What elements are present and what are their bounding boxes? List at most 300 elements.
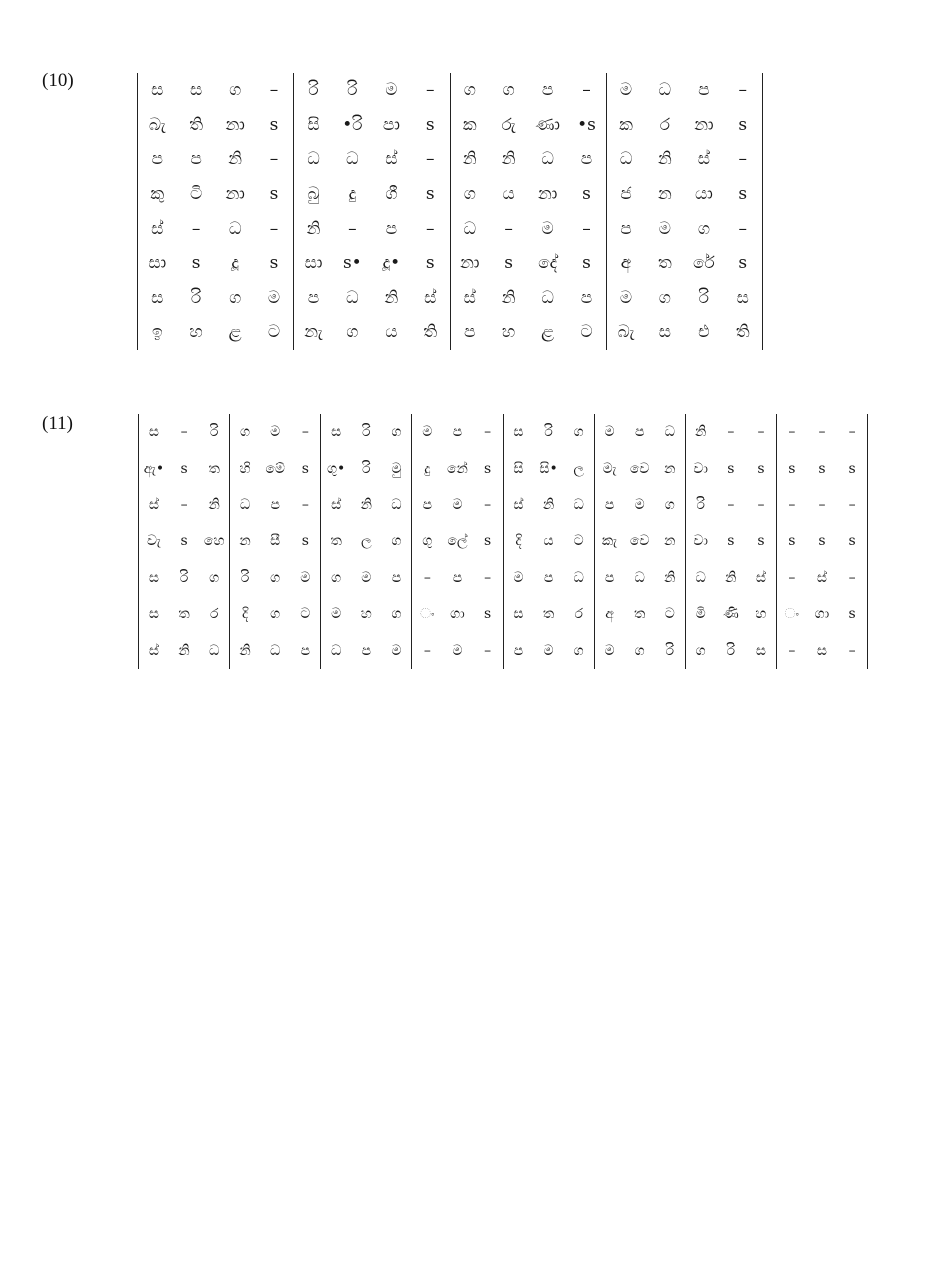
notation-cell: ස් [816, 569, 827, 586]
notation-cell: දු [412, 450, 442, 486]
notation-cell: ස [503, 596, 533, 632]
notation-cell: s [727, 533, 735, 550]
notation-cell: – [484, 496, 492, 513]
notation-cell: නා [450, 246, 489, 281]
notation-cell: ධ [685, 560, 715, 596]
notation-cell: ස් [138, 211, 177, 246]
notation-cell: දු [348, 184, 357, 205]
notation-cell: s [483, 460, 492, 477]
notation-cell: ත [208, 460, 220, 477]
notation-row [139, 523, 868, 559]
notation-cell: ස් [139, 487, 169, 523]
notation-cell: ප [450, 315, 489, 350]
notation-cell: නි [294, 211, 333, 246]
notation-cell: ජ [606, 177, 645, 212]
notation-cell: ග [229, 287, 242, 308]
notation-cell: ධ [391, 496, 402, 513]
notation-cell: නි [725, 569, 737, 586]
notation-cell: බු [294, 177, 333, 212]
notation-row [138, 142, 763, 177]
notation-cell: s [776, 523, 806, 559]
notation-cell: ධ [634, 569, 645, 586]
notation-cell: s [723, 246, 762, 281]
notation-cell: රි [347, 80, 358, 101]
notation-cell: සා [294, 246, 333, 281]
notation-cell: ග [270, 569, 281, 586]
notation-cell: දූ• [382, 253, 401, 274]
notation-cell: න [664, 460, 676, 477]
notation-cell: ස [503, 414, 533, 450]
notation-cell: කු [138, 177, 177, 212]
notation-cell: ධ [346, 149, 359, 170]
notation-cell: s [582, 253, 591, 274]
notation-row [138, 281, 763, 316]
notation-cell: ං [412, 596, 442, 632]
notation-row [138, 246, 763, 281]
notation-cell: න [230, 523, 260, 559]
notation-cell: ග [502, 80, 515, 101]
notation-cell: දූ [231, 253, 239, 274]
notation-cell: ම [361, 569, 372, 586]
notation-cell: ම [658, 218, 671, 239]
notation-cell: – [723, 142, 762, 177]
notation-cell: – [757, 424, 765, 441]
notation-cell: s [504, 253, 513, 274]
notation-cell: රි [179, 569, 189, 586]
notation-cell: රි [665, 642, 675, 659]
notation-cell: ර [574, 606, 583, 623]
notation-cell: s [425, 184, 435, 205]
notation-cell: ප [385, 218, 398, 239]
notation-cell: s [301, 533, 309, 550]
notation-cell: s• [342, 253, 362, 274]
notation-cell: ග [230, 414, 260, 450]
notation-table-10 [137, 73, 763, 350]
notation-cell: ස් [450, 281, 489, 316]
notation-cell: – [180, 496, 188, 513]
notation-cell: ත [542, 606, 555, 623]
notation-cell: රි [362, 460, 371, 477]
notation-cell: ස [658, 322, 671, 343]
notation-cell: ං [776, 596, 806, 632]
notation-cell: ග [634, 642, 645, 659]
notation-cell: ප [594, 487, 624, 523]
notation-cell: •s [577, 114, 596, 135]
notation-cell: ධ [270, 642, 281, 659]
notation-row [139, 414, 868, 450]
notation-cell: ම [606, 73, 645, 108]
notation-cell: ප [138, 142, 177, 177]
notation-cell: රේ [692, 253, 715, 274]
notation-cell: රි [685, 487, 715, 523]
notation-cell: – [484, 569, 492, 586]
notation-cell: රි [362, 424, 371, 441]
notation-cell: නි [228, 149, 243, 170]
notation-cell: ප [452, 569, 463, 586]
notation-cell: s [837, 596, 867, 632]
notation-cell: ස් [503, 487, 533, 523]
notation-cell: ධ [346, 287, 359, 308]
notation-cell: හ [755, 606, 767, 623]
notation-cell: හෙ [203, 533, 225, 550]
notation-cell: ම [270, 424, 281, 441]
notation-cell: නි [360, 496, 372, 513]
notation-cell: යා [694, 184, 713, 205]
notation-cell: ම [412, 414, 442, 450]
notation-cell: නා [537, 184, 558, 205]
notation-cell: ධ [658, 80, 672, 101]
notation-cell: හ [360, 606, 372, 623]
notation-cell: s [727, 460, 735, 477]
notation-cell: – [425, 80, 435, 101]
notation-cell: – [269, 149, 279, 170]
notation-row [139, 487, 868, 523]
notation-cell: ධ [541, 287, 554, 308]
notation-cell: ණා [535, 114, 560, 135]
notation-cell: s [301, 460, 309, 477]
notation-cell: නි [450, 142, 489, 177]
notation-cell: – [269, 80, 279, 101]
notation-cell: නි [208, 496, 220, 513]
notation-cell: s [723, 108, 762, 143]
notation-cell: ධ [230, 487, 260, 523]
notation-cell: s [837, 450, 867, 486]
notation-cell: පා [382, 114, 400, 135]
notation-cell: s [818, 533, 826, 550]
notation-cell: ධ [573, 569, 584, 586]
notation-row [139, 632, 868, 668]
notation-cell: ප [634, 424, 645, 441]
notation-cell: ල [573, 460, 585, 477]
notation-cell: නි [501, 287, 516, 308]
notation-cell: – [757, 496, 765, 513]
notation-cell: ග [391, 533, 402, 550]
notation-cell: – [504, 218, 513, 239]
notation-cell: රි [190, 287, 202, 308]
notation-cell: නි [178, 642, 190, 659]
notation-cell: ස [139, 560, 169, 596]
notation-cell: ට [300, 606, 311, 623]
notation-cell: ත [321, 523, 351, 559]
exercise-number-10: (10) [42, 70, 74, 91]
notation-cell: රි [230, 560, 260, 596]
notation-cell: ටි [189, 184, 203, 205]
notation-cell: ම [385, 80, 398, 101]
notation-cell: ධ [228, 218, 242, 239]
notation-cell: වෙ [629, 533, 650, 550]
notation-cell: ග [450, 177, 489, 212]
notation-cell: ප [361, 642, 372, 659]
notation-cell: ස [816, 642, 827, 659]
notation-cell: ප [503, 632, 533, 668]
notation-cell: s [269, 253, 279, 274]
notation-row [139, 560, 868, 596]
notation-cell: නි [685, 414, 715, 450]
notation-cell: ට [664, 606, 675, 623]
notation-cell: ට [580, 322, 593, 343]
notation-cell: – [180, 424, 188, 441]
notation-cell: ධ [450, 211, 489, 246]
notation-cell: දේ [538, 253, 558, 274]
notation-cell: ප [270, 496, 280, 513]
notation-cell: ග [391, 424, 402, 441]
notation-cell: ග [573, 424, 584, 441]
notation-cell: සි• [539, 460, 558, 477]
notation-cell: – [425, 149, 435, 170]
notation-cell: ප [580, 149, 593, 170]
notation-cell: ම [594, 632, 624, 668]
notation-cell: ඉ [138, 315, 177, 350]
notation-cell: s [483, 606, 492, 623]
notation-cell: ප [698, 80, 710, 101]
notation-cell: ධ [664, 424, 675, 441]
notation-cell: – [582, 218, 591, 239]
notation-cell: ති [423, 322, 438, 343]
notation-cell: ස [139, 414, 169, 450]
notation-cell: නි [664, 569, 676, 586]
exercise-number-11: (11) [42, 413, 73, 434]
notation-cell: ත [634, 606, 646, 623]
notation-cell: – [723, 73, 762, 108]
notation-cell: s [757, 460, 765, 477]
notation-cell: s [425, 253, 435, 274]
notation-cell: •රි [342, 114, 363, 135]
notation-cell: මේ [265, 460, 285, 477]
notation-cell: වා [685, 450, 715, 486]
notation-cell: ම [543, 642, 554, 659]
notation-cell: ම [452, 496, 463, 513]
notation-cell: – [818, 424, 826, 441]
notation-cell: ධ [606, 142, 645, 177]
notation-cell: s [837, 523, 867, 559]
notation-cell: ර [209, 606, 219, 623]
notation-cell: – [776, 560, 806, 596]
notation-cell: නි [230, 632, 260, 668]
notation-cell: ස් [755, 569, 766, 586]
notation-cell: – [837, 632, 867, 668]
notation-cell: ති [189, 114, 203, 135]
notation-cell: ම [606, 281, 645, 316]
notation-cell: s [723, 177, 762, 212]
notation-cell: s [776, 450, 806, 486]
notation-cell: ප [541, 80, 554, 101]
notation-cell: ළ [541, 322, 555, 343]
notation-cell: ළ [228, 322, 242, 343]
notation-row [138, 211, 763, 246]
notation-cell: ය [385, 322, 398, 343]
notation-cell: ධ [541, 149, 554, 170]
notation-cell: හි [230, 450, 260, 486]
notation-cell: s [582, 184, 591, 205]
notation-cell: නැ [294, 315, 333, 350]
notation-cell: ම [267, 287, 281, 308]
notation-cell: – [301, 496, 309, 513]
notation-cell: – [837, 487, 867, 523]
notation-cell: – [727, 496, 735, 513]
notation-cell: ප [294, 281, 333, 316]
notation-cell: නි [384, 287, 399, 308]
notation-cell: s [180, 533, 188, 550]
notation-cell: ත [178, 606, 190, 623]
notation-cell: ග [321, 560, 351, 596]
notation-cell: ස [321, 414, 351, 450]
notation-cell: ධ [321, 632, 351, 668]
notation-cell: – [727, 424, 735, 441]
notation-cell: නා [225, 114, 245, 135]
notation-cell: ම [300, 569, 311, 586]
notation-cell: බැ [606, 315, 645, 350]
notation-cell: ලේ [447, 533, 468, 550]
notation-row [138, 73, 763, 108]
notation-cell: ස [189, 80, 203, 101]
notation-cell: – [776, 487, 806, 523]
notation-row [139, 596, 868, 632]
notation-cell: නි [542, 496, 555, 513]
notation-cell: ණි [722, 606, 739, 623]
notation-cell: – [412, 560, 442, 596]
notation-cell: වා [685, 523, 715, 559]
notation-cell: හ [189, 322, 203, 343]
notation-cell: රු [501, 114, 516, 135]
notation-cell: නි [501, 149, 516, 170]
notation-cell: – [776, 414, 806, 450]
notation-cell: ට [267, 322, 281, 343]
notation-cell: ස් [385, 149, 398, 170]
notation-cell: – [412, 632, 442, 668]
notation-cell: ග [346, 322, 359, 343]
notation-cell: රි [698, 287, 710, 308]
notation-cell: වෙ [629, 460, 650, 477]
notation-cell: ත [657, 253, 672, 274]
notation-cell: ප [543, 569, 554, 586]
notation-cell: රි [209, 424, 219, 441]
notation-cell: මැ [594, 450, 624, 486]
notation-cell: – [818, 496, 826, 513]
notation-cell: රි [726, 642, 736, 659]
notation-cell: ම [321, 596, 351, 632]
notation-cell: ම [452, 642, 463, 659]
notation-cell: s [483, 533, 492, 550]
notation-cell: රි [544, 424, 553, 441]
notation-cell: සි [294, 108, 333, 143]
notation-cell: ධ [573, 496, 584, 513]
notation-cell: ඇ• [139, 450, 169, 486]
notation-cell: ති [723, 315, 762, 350]
notation-cell: ම [634, 496, 645, 513]
notation-cell: ග [209, 569, 220, 586]
notation-cell: ර [659, 114, 670, 135]
notation-cell: ග [270, 606, 281, 623]
notation-cell: ක [450, 108, 489, 143]
notation-cell: ම [391, 642, 402, 659]
notation-cell: ග [658, 287, 671, 308]
notation-cell: සා [138, 246, 177, 281]
notation-cell: ස් [697, 149, 711, 170]
notation-cell: ක [606, 108, 645, 143]
notation-cell: දි [503, 523, 533, 559]
notation-cell: ග [450, 73, 489, 108]
notation-cell: ග [697, 218, 710, 239]
notation-cell: ගී [385, 184, 398, 205]
notation-row [138, 315, 763, 350]
notation-row [138, 177, 763, 212]
notation-cell: ය [502, 184, 515, 205]
notation-cell: ග [229, 80, 242, 101]
notation-cell: ප [594, 560, 624, 596]
notation-cell: ධ [209, 642, 220, 659]
notation-cell: මු [391, 460, 402, 477]
notation-table-11 [138, 414, 868, 669]
notation-cell: s [180, 460, 188, 477]
notation-cell: – [723, 211, 762, 246]
notation-cell: ය [543, 533, 554, 550]
notation-cell: ම [594, 414, 624, 450]
notation-cell: ස [755, 642, 766, 659]
notation-cell: ස් [424, 287, 437, 308]
notation-cell: ප [452, 424, 463, 441]
notation-cell: හ [501, 322, 516, 343]
notation-cell: මි [685, 596, 715, 632]
notation-cell: ප [300, 642, 311, 659]
notation-cell: ග [664, 496, 675, 513]
notation-cell: දි [230, 596, 260, 632]
notation-cell: අ [594, 596, 624, 632]
notation-cell: ස [723, 281, 762, 316]
notation-cell: නේ [446, 460, 468, 477]
notation-cell: s [269, 184, 279, 205]
notation-cell: s [818, 460, 826, 477]
notation-cell: රි [294, 73, 333, 108]
notation-cell: ගා [450, 606, 465, 623]
notation-cell: s [191, 253, 201, 274]
notation-cell: ම [503, 560, 533, 596]
notation-cell: – [425, 218, 435, 239]
notation-cell: ස් [139, 632, 169, 668]
notation-cell: කැ [594, 523, 624, 559]
notation-cell: ගු [412, 523, 442, 559]
notation-cell: s [269, 114, 279, 135]
notation-cell: ම [541, 218, 554, 239]
notation-cell: ට [573, 533, 584, 550]
notation-cell: ගු• [321, 450, 351, 486]
notation-cell: නා [225, 184, 245, 205]
notation-cell: ප [606, 211, 645, 246]
notation-cell: න [657, 184, 672, 205]
notation-cell: – [348, 218, 357, 239]
notation-cell: න [664, 533, 676, 550]
notation-cell: ප [412, 487, 442, 523]
notation-cell: – [582, 80, 591, 101]
notation-cell: ස [139, 596, 169, 632]
notation-cell: ග [573, 642, 584, 659]
notation-cell: ස [138, 73, 177, 108]
notation-row [138, 108, 763, 143]
notation-cell: s [425, 114, 435, 135]
notation-cell: – [301, 424, 309, 441]
notation-cell: – [776, 632, 806, 668]
notation-cell: – [484, 642, 492, 659]
notation-cell: අ [606, 246, 645, 281]
notation-cell: ග [685, 632, 715, 668]
notation-cell: සී [270, 533, 281, 550]
notation-cell: ස [138, 281, 177, 316]
notation-cell: ධ [294, 142, 333, 177]
notation-cell: වැ [139, 523, 169, 559]
notation-cell: ගා [814, 606, 830, 623]
notation-cell: – [191, 218, 201, 239]
notation-cell: – [269, 218, 279, 239]
notation-cell: නා [694, 114, 714, 135]
